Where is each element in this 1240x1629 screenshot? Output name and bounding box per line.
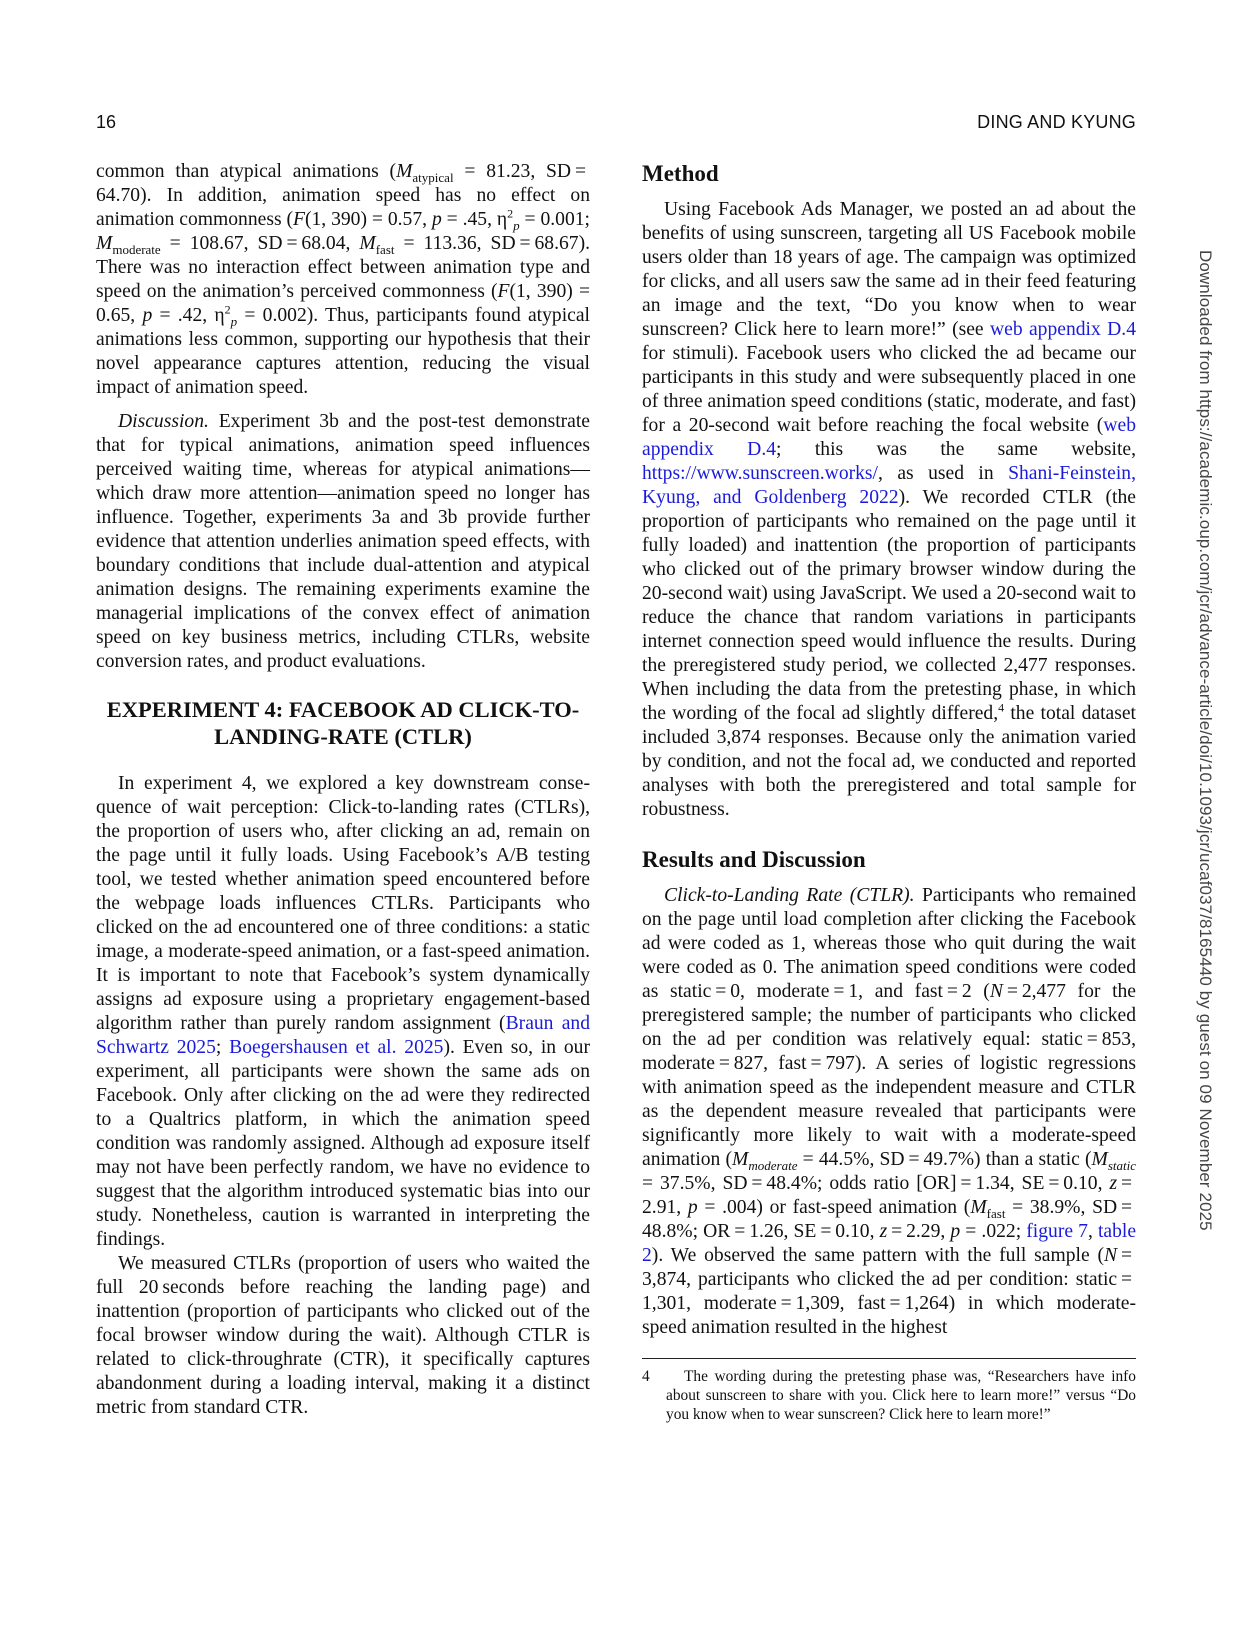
paragraph-results: Click-to-Landing Rate (CTLR). Participants who remained on the page until load completion after clicking the Facebook ad were coded as 1, whereas those who quit during the wait were coded as 0. The animation speed conditions were coded as static = 0, moderate = 1, and fast = 2 (N = 2,477 for the preregistered sample; the number of participants who clicked on the ad per condition was relatively equal: static = 853, moderate = 827, fast = 797). A series of logistic regressions with animation speed as the independent measure and CTLR as the dependent measure revealed that participants were significantly more likely to wait with a moderate-speed animation ($M_{moderate} = 44.5\%$, SD = 49.7%) than a static ($M_{static} = 37.5\%$, SD = 48.4%; odds ratio [OR] = 1.34, SE = 0.10, z = 2.91, p = .004) or fast-speed animation ($M_{fast} = 38.9\%$, SD = 48.8%; OR = 1.26, SE = 0.10, z = 2.29, p = .022; figure 7, table 2). We observed the same pattern with the full sample (N = 3,874, participants who clicked the ad per condition: static = 1,301, moderate = 1,309, fast = 1,264) in which moderate-speed animation resulted in the highest bbox=[642, 885, 1137, 1338]
footnote-text: The wording during the pretesting phase was, “Researchers have info about sunscreen to share with you. Click here to learn more!” versus “Do you know when to wear sunscreen? Click here to learn more!” bbox=[666, 1368, 1136, 1423]
figure-7-link[interactable]: figure 7 bbox=[1026, 1221, 1088, 1242]
footnote-reference: 4 bbox=[998, 700, 1005, 715]
citation-link-shani-feinstein[interactable]: Shani-Feinstein, Kyung, and Goldenberg 2022 bbox=[642, 463, 1136, 508]
citation-link-boegershausen[interactable]: Boegershausen et al. 2025 bbox=[229, 1037, 444, 1058]
table-2-link[interactable]: table 2 bbox=[642, 1221, 1137, 1266]
run-in-heading: Click-to-Landing Rate (CTLR). bbox=[664, 885, 915, 906]
subsection-heading-results: Results and Discussion bbox=[642, 847, 866, 872]
paragraph-method: Using Facebook Ads Manager, we posted an ad about the benefits of using sunscreen, targeting all US Facebook mobile users older than 18 years of age. The campaign was optimized for clicks, and all users saw the same ad in their feed featuring an image and the text, “Do you know when to wear sunscreen? Click here to learn more!” (see web appendix D.4 for stimuli). Facebook users who clicked the ad became our participants in this study and were subsequently placed in one of three animation speed conditions (static, moderate, and fast) for a 20-second wait before reaching the focal website (web appendix D.4; this was the same website, https://www.sunscreen.works/, as used in Shani-Feinstein, Kyung, and Goldenberg 2022). We recorded CTLR (the proportion of participants who remained on the page until it fully loaded) and inattention (the proportion of participants who clicked out of the primary browser window during the 20-second wait) using JavaScript. We used a 20-second wait to reduce the chance that random variations in participants internet connection speed would influence the results. During the preregistered study period, we collected 2,477 responses. When including the data from the pretesting phase, in which the wording of the focal ad slightly differed,$^4$ the total dataset included 3,874 responses. Because only the animation varied by condition, and not the focal ad, we conducted and reported analyses with both the preregistered and total sample for robustness. bbox=[642, 199, 1136, 820]
paragraph-experiment-intro: In experiment 4, we explored a key downstream consequence of wait perception: Click-to-landing rates (CTLRs), the proportion of users who, after clicking an ad, remain on the page until it fully loads. Using Facebook’s A/B testing tool, we tested whether animation speed encountered before the webpage loads influences CTLRs. Participants who clicked on the ad encountered one of three conditions: a static image, a moderate-speed animation, or a fast-speed animation. It is important to note that Facebook’s system dynamically assigns ad exposure using a proprietary engagement-based algorithm rather than purely random assignment (Braun and Schwartz 2025; Boegershausen et al. 2025). Even so, in our experiment, all participants were shown the same ads on Facebook. Only after clicking on the ad were they redirected to a Qualtrics platform, in which the animation speed condition was randomly assigned. Although ad exposure itself may not have been perfectly random, we have no evidence to suggest that the algorithm introduced systematic bias into our study. Nonetheless, caution is warranted in interpreting the findings. bbox=[96, 773, 590, 1250]
section-heading-experiment-4: EXPERIMENT 4: FACEBOOK AD CLICK-TO-LANDING-RATE (CTLR) bbox=[106, 697, 580, 749]
footnote-number: 4 bbox=[642, 1368, 650, 1385]
citation-link-braun-schwartz[interactable]: Braun and Schwartz 2025 bbox=[96, 1013, 590, 1058]
web-appendix-link[interactable]: web appendix D.4 bbox=[989, 319, 1136, 340]
paragraph-results-continued: common than atypical animations ($M_{atypical} = 81.23$, SD = 64.70). In addition, animation speed has no effect on animation commonness (F(1, 390) = 0.57, p = .45, $\eta^2_p = 0.001$; $M_{moderate} = 108.67$, SD = 68.04, $M_{fast} = 113.36$, SD = 68.67). There was no interaction effect between animation type and speed on the animation’s perceived commonness (F(1, 390) = 0.65, p = .42, $\eta^2_p = 0.002$). Thus, participants found atypical animations less common, supporting our hypothesis that their novel appearance captures attention, reducing the visual impact of animation speed. bbox=[96, 161, 591, 398]
subsection-heading-method: Method bbox=[642, 161, 719, 186]
footnote bbox=[642, 1367, 1136, 1424]
paragraph-measures: We measured CTLRs (proportion of users who waited the full 20 seconds before reaching the landing page) and inattention (proportion of participants who clicked out of the focal browser window during the wait). Although CTLR is related to click-throughrate (CTR), it specifically captures abandonment during a loading interval, making it a distinct metric from standard CTR. bbox=[96, 1253, 590, 1418]
download-watermark: Downloaded from https://academic.oup.com/jcr/advance-article/doi/10.1093/jcr/ucaf037/8165440 by guest on 09 November 2025 bbox=[1196, 250, 1215, 1231]
run-in-heading: Discussion. bbox=[118, 411, 209, 432]
paragraph-discussion: Discussion. Experiment 3b and the post-test demonstrate that for typical animations, animation speed influences perceived waiting time, whereas for atypical animations—which draw more attention—animation speed no longer has influence. Together, experiments 3a and 3b provide further evidence that attention underlies animation speed effects, with boundary conditions that include dual-attention and atypical animation designs. The remaining experiments examine the managerial implications of the convex effect of animation speed on key business metrics, including CTLRs, website conversion rates, and product evaluations. bbox=[96, 411, 590, 672]
footnote-divider bbox=[642, 1358, 1136, 1359]
left-column bbox=[96, 160, 590, 1420]
website-url-link[interactable]: https://www.sunscreen.works/ bbox=[642, 463, 879, 484]
page-number: 16 bbox=[96, 112, 117, 132]
running-title: DING AND KYUNG bbox=[977, 112, 1136, 132]
web-appendix-link[interactable]: web appendix D.4 bbox=[642, 415, 1136, 460]
right-column bbox=[642, 160, 1136, 1424]
